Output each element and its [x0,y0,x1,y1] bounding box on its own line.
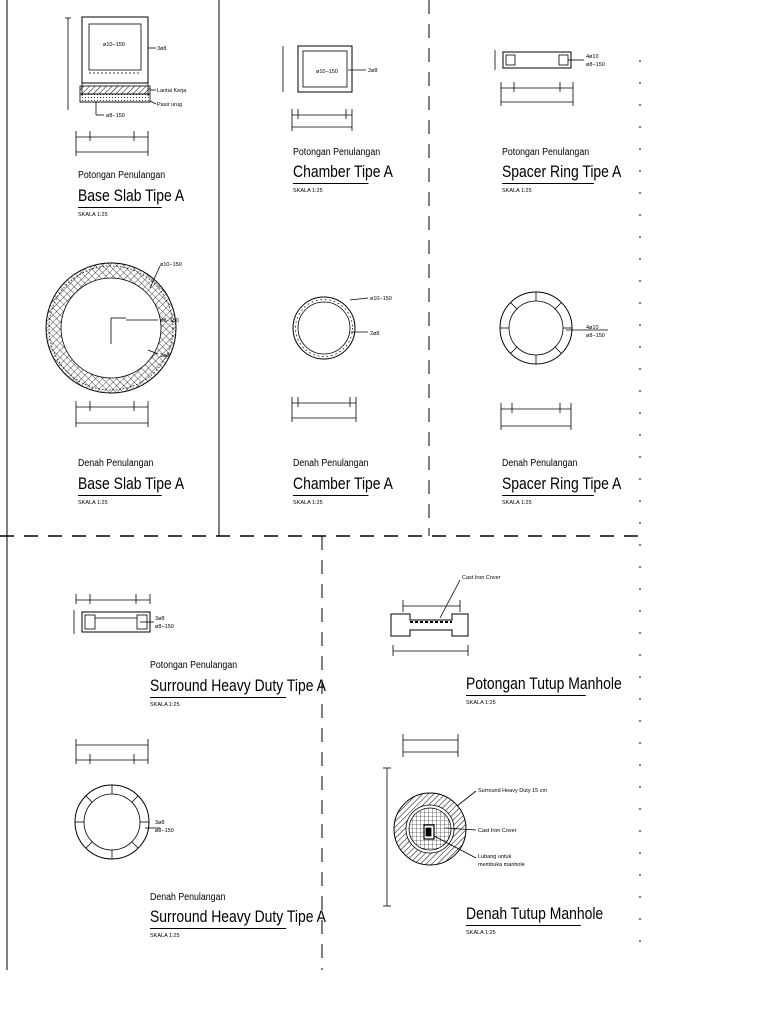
drawing-title: Spacer Ring Tipe A [502,474,594,496]
drawing-scale: SKALA 1:25 [502,500,532,506]
note-top-rebar: ø10−150 [160,262,182,268]
drawing-title: Surround Heavy Duty Tipe A [150,907,286,929]
drawing-subtitle: Denah Penulangan [502,458,578,469]
note-surround-heavy-duty: Surround Heavy Duty 15 cm [478,788,548,794]
drawing-scale: SKALA 1:25 [466,700,496,706]
drawing-subtitle: Potongan Penulangan [78,170,166,181]
note-cast-iron-cover: Cast Iron Cover [478,828,517,834]
chamber-section-drawing [283,46,366,131]
note-main-rebar: 3ø8 [155,616,165,622]
note-hole-line-1: Lubang untuk [478,854,512,860]
drawing-title: Chamber Tipe A [293,474,368,496]
note-bottom-rebar: ø8−150 [106,113,125,119]
tutup-plan-drawing [383,734,476,906]
note-main-rebar: 4ø10 [586,325,599,331]
drawing-scale: SKALA 1:25 [150,933,180,939]
drawing-subtitle: Potongan Penulangan [293,147,381,158]
note-main-rebar: 3ø8 [155,820,165,826]
note-side-rebar: 3ø8 [160,353,170,359]
drawing-title: Chamber Tipe A [293,162,368,184]
drawing-title: Potongan Tutup Manhole [466,674,586,696]
drawing-scale: SKALA 1:25 [78,500,108,506]
note-stirrup: ø8−150 [155,828,174,834]
note-cast-iron-cover: Cast Iron Cover [462,575,501,581]
drawing-title: Base Slab Tipe A [78,474,162,496]
drawing-scale: SKALA 1:25 [293,188,323,194]
note-pasir-urug: Pasir urug [157,102,183,108]
base-slab-plan-drawing [46,263,176,427]
note-side-rebar: 2ø8 [370,331,380,337]
drawing-subtitle: Denah Penulangan [293,458,369,469]
chamber-plan-drawing [292,297,368,422]
surround-section-drawing [74,594,154,634]
drawing-scale: SKALA 1:25 [502,188,532,194]
drawing-scale: SKALA 1:25 [78,212,108,218]
note-stirrup: ø8−150 [586,62,605,68]
spacer-ring-section-drawing [495,50,584,106]
note-top-rebar: ø10−150 [103,42,125,48]
note-mid-rebar: ø8−150 [160,318,179,324]
note-ring-rebar: ø10−150 [370,296,392,302]
note-stirrup: ø8−150 [586,333,605,339]
drawing-title: Spacer Ring Tipe A [502,162,594,184]
drawing-subtitle: Potongan Penulangan [502,147,590,158]
drawing-subtitle: Denah Penulangan [78,458,154,469]
drawing-title: Denah Tutup Manhole [466,904,581,926]
drawing-title: Base Slab Tipe A [78,186,162,208]
note-side-rebar: 2ø8 [368,68,378,74]
drawing-scale: SKALA 1:25 [150,702,180,708]
spacer-ring-plan-drawing [500,292,608,430]
drawing-subtitle: Potongan Penulangan [150,660,238,671]
spacer-ring-segments [500,292,572,364]
note-main-rebar: 4ø10 [586,54,599,60]
note-lantai-kerja: Lantai Kerja [157,88,187,94]
note-side-rebar: 3ø8 [157,46,167,52]
drawing-scale: SKALA 1:25 [466,930,496,936]
surround-plan-drawing [75,739,160,859]
base-slab-section-drawing [65,17,156,156]
drawing-scale: SKALA 1:25 [293,500,323,506]
tutup-section-drawing [391,580,468,656]
note-hole-line-2: membuka manhole [478,862,525,868]
note-stirrup: ø8−150 [155,624,174,630]
drawing-title: Surround Heavy Duty Tipe A [150,676,286,698]
note-ring-rebar: ø10−150 [316,69,338,75]
drawing-subtitle: Denah Penulangan [150,892,226,903]
